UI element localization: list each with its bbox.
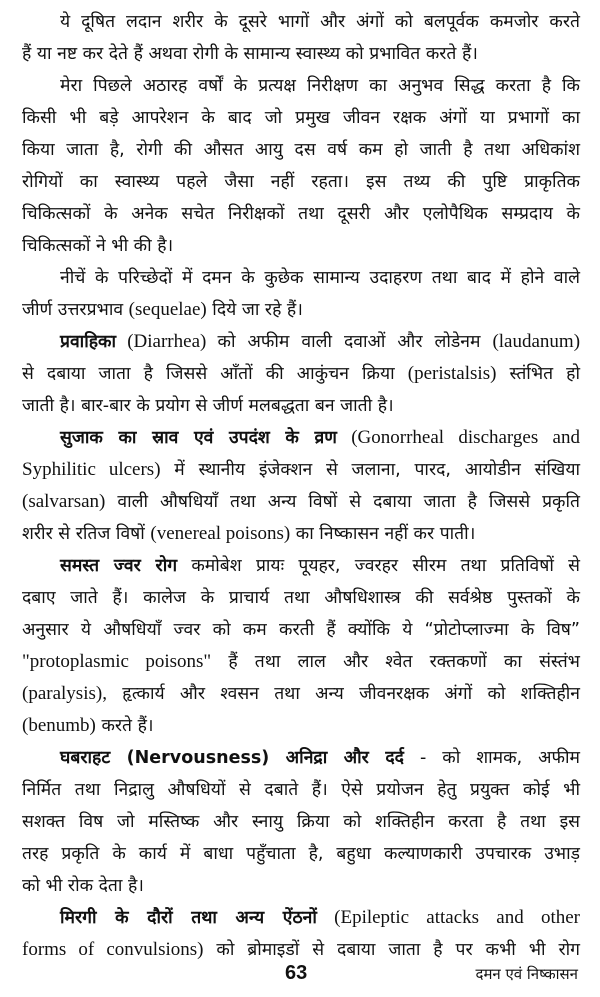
text-line [22, 838, 580, 870]
text-line [22, 166, 580, 198]
text-segment: कमोबेश प्रायः पूयहर, ज्वरहर सीरम तथा प्रतिविषों से [177, 556, 580, 576]
text-segment: को अफीम वाली दवाओं और लोडेनम [217, 332, 493, 352]
text-segment: हैं तथा लाल और श्वेत रक्तकणों का संस्तंभ [211, 652, 580, 672]
text-line [22, 38, 580, 70]
text-segment: रोगियों का स्वास्थ्य पहले जैसा नहीं रहता। इस तथ्य की पुष्टि प्राकृतिक [22, 172, 580, 192]
text-segment: नीचें के परिच्छेदों में दमन के कुछेक सामान्य उदाहरण तथा बाद में होने वाले [60, 268, 580, 288]
text-segment: को ब्रोमाइडों से दबाया जाता है पर कभी भी रोग [203, 940, 580, 960]
text-segment: चिकित्सकों के अनेक सचेत निरीक्षकों तथा दूसरी और एलोपैथिक सम्प्रदाय के [22, 204, 580, 224]
text-segment: को भी रोक देता है। [22, 876, 144, 896]
text-segment: जाती है। बार-बार के प्रयोग से जीर्ण मलबद्धता बन जाती है। [22, 396, 394, 416]
text-segment: "protoplasmic poisons" [22, 651, 212, 672]
text-line [22, 358, 580, 390]
text-line [22, 102, 580, 134]
text-segment: Syphilitic ulcers) [22, 459, 161, 480]
text-segment: (peristalsis) [407, 363, 497, 384]
text-segment: जीर्ण उत्तरप्रभाव [22, 300, 129, 320]
text-line [22, 422, 580, 454]
text-line [22, 550, 580, 582]
text-segment: वाली औषधियाँ तथा अन्य विषों से दबाया जाता है जिससे प्रकृति [105, 492, 580, 512]
text-segment: हैं या नष्ट कर देते हैं अथवा रोगी के सामान्य स्वास्थ्य को प्रभावित करते हैं। [22, 44, 478, 64]
text-line [22, 134, 580, 166]
text-line [22, 518, 580, 550]
text-line [22, 230, 580, 262]
text-line [22, 486, 580, 518]
text-segment: (venereal poisons) [150, 523, 291, 544]
bold-heading-text: सुजाक का स्राव एवं उपदंश के व्रण [60, 428, 337, 448]
text-segment: (benumb) [22, 715, 96, 736]
text-segment: ये दूषित लदान शरीर के दूसरे भागों और अंगों को बलपूर्वक कमजोर करते [60, 12, 580, 32]
text-segment: से दबाया जाता है जिससे आँतों की आकुंचन क्रिया [22, 364, 408, 384]
text-line [22, 870, 580, 902]
text-segment: दिये जा रहे हैं। [206, 300, 303, 320]
bold-heading-text: मिरगी के दौरों तथा अन्य ऐंठनों [60, 908, 317, 928]
body-text [22, 6, 580, 966]
text-line [22, 390, 580, 422]
text-segment: में स्थानीय इंजेक्शन से जलाना, पारद, आयोडीन संखिया [160, 460, 580, 480]
text-segment: forms of convulsions) [22, 939, 204, 960]
text-line [22, 742, 580, 774]
text-line [22, 326, 580, 358]
bold-heading-text: घबराहट (Nervousness) अनिद्रा और दर्द [60, 748, 404, 768]
text-segment: अनुसार ये औषधियाँ ज्वर को कम करती हैं क्योंकि ये “प्रोटोप्लाज्मा के विष” [22, 620, 580, 640]
text-segment: सशक्त विष जो मस्तिष्क और स्नायु क्रिया को शक्तिहीन करता है तथा इस [22, 812, 580, 832]
text-segment: (Epileptic attacks and other [316, 907, 581, 928]
text-segment: चिकित्सकों ने भी की है। [22, 236, 174, 256]
text-segment: - को शामक, अफीम [403, 748, 580, 768]
text-line [22, 614, 580, 646]
text-segment: (salvarsan) [22, 491, 106, 512]
text-line [22, 902, 580, 934]
bold-heading-text: समस्त ज्वर रोग [60, 556, 178, 576]
text-line [22, 582, 580, 614]
bold-heading-text: प्रवाहिका [60, 332, 117, 352]
text-segment: शरीर से रतिज विषों [22, 524, 151, 544]
text-segment: निर्मित तथा निद्रालु औषधियों से दबाते हैं। ऐसे प्रयोजन हेतु प्रयुक्त कोई भी [22, 780, 580, 800]
text-segment: स्तंभित हो [496, 364, 581, 384]
text-segment: किसी भी बड़े आपरेशन के बाद जो प्रमुख जीवन रक्षक अंगों या प्रभागों का [22, 108, 580, 128]
text-segment: हृत्कार्य और श्वसन तथा अन्य जीवनरक्षक अंगों को शक्तिहीन [106, 684, 580, 704]
text-line [22, 6, 580, 38]
text-line [22, 454, 580, 486]
text-segment: मेरा पिछले अठारह वर्षों के प्रत्यक्ष निरीक्षण का अनुभव सिद्ध करता है कि [60, 76, 580, 96]
page-number: 63 [285, 962, 308, 984]
text-line [22, 678, 580, 710]
text-line [22, 262, 580, 294]
text-line [22, 198, 580, 230]
text-line [22, 774, 580, 806]
text-segment: (laudanum) [492, 331, 581, 352]
text-line [22, 806, 580, 838]
text-segment: (Gonorrheal discharges and [336, 427, 580, 448]
text-segment: (paralysis), [22, 683, 107, 704]
text-segment: तरह प्रकृति के कार्य में बाधा पहुँचाता है, बहुधा कल्याणकारी उपचारक उभाड़ [22, 844, 580, 864]
text-line [22, 294, 580, 326]
text-line [22, 70, 580, 102]
text-segment: किया जाता है, रोगी की औसत आयु दस वर्ष कम हो जाती है तथा अधिकांश [22, 140, 580, 160]
text-segment: (Diarrhea) [116, 331, 218, 352]
text-line [22, 710, 580, 742]
text-segment: दबाए जाते हैं। कालेज के प्राचार्य तथा औषधिशास्त्र की सर्वश्रेष्ठ पुस्तकों के [22, 588, 580, 608]
text-segment: का निष्कासन नहीं कर पाती। [290, 524, 476, 544]
text-line [22, 646, 580, 678]
running-title: दमन एवं निष्कासन [475, 965, 578, 983]
text-segment: करते हैं। [95, 716, 154, 736]
text-segment: (sequelae) [128, 299, 207, 320]
